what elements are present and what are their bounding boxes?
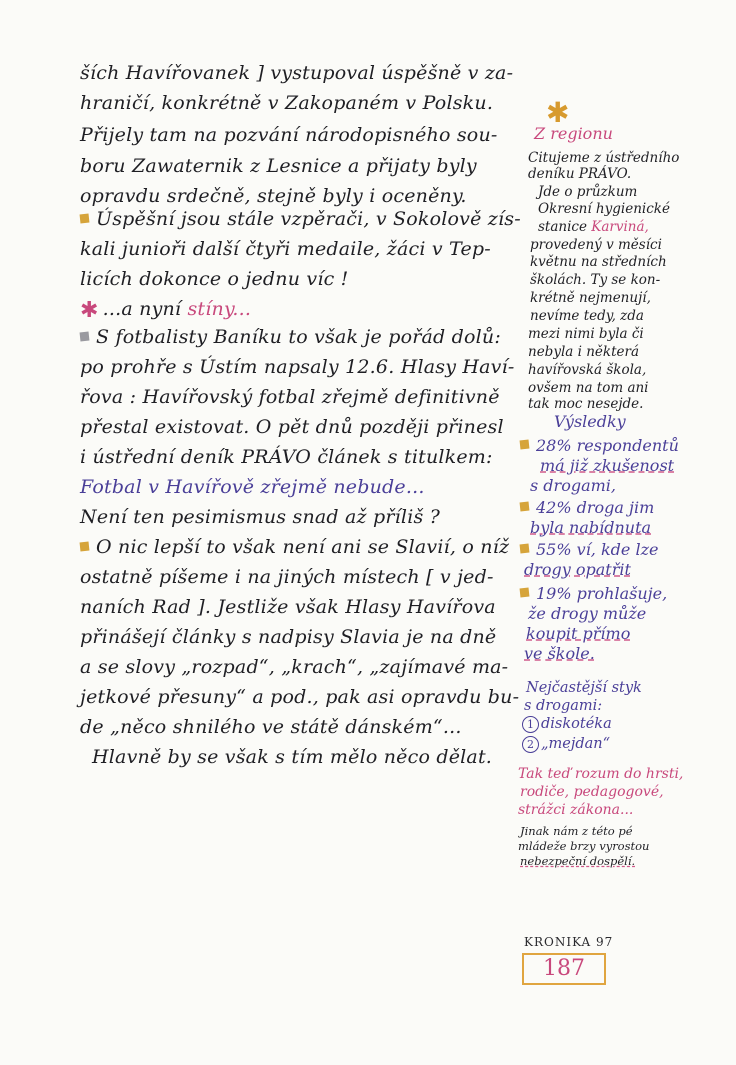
main-line: Hlavně by se však s tím mělo něco dělat. [92,746,493,768]
main-line: Přijely tam na pozvání národopisného sou- [80,124,498,146]
chronicle-label: KRONIKA 97 [524,935,614,949]
result-line: drogy opatřit [524,560,631,579]
bullet-marker-icon [520,544,530,554]
main-line: naních Rad ]. Jestliže však Hlasy Havířova [80,596,496,618]
results-heading: Výsledky [554,412,626,431]
main-line: a se slovy „rozpad“, „krach“, „zajímavé ma- [80,656,509,678]
side-line: Citujeme z ústředního [528,150,680,166]
main-line: de „něco shnilého ve státě dánském“... [80,716,462,738]
result-line: s drogami, [530,476,616,495]
main-line: přinášejí články s nadpisy Slavia je na dně [80,626,497,648]
result-line: koupit přímo [526,624,631,643]
bullet-marker-icon [520,440,530,450]
contact-item-text: diskotéka [541,716,612,732]
main-line: jetkové přesuny“ a pod., pak asi opravdu bu- [80,686,520,708]
side-line-text: stanice [538,219,587,235]
closing-line: Jinak nám z této pé [520,824,633,838]
main-line: ostatně píšeme i na jiných místech [ v jed- [80,566,494,588]
contact-heading: Nejčastější styk [526,680,642,696]
contact-item [522,736,610,753]
bullet-paragraph [80,208,521,230]
result-text: 19% prohlašuje, [536,584,668,603]
result-text: 42% droga jim [536,498,655,517]
main-line: kali junioři další čtyři medaile, žáci v Tep- [80,238,491,260]
main-line: boru Zawaternik z Lesnice a přijaty byly [80,155,477,177]
place-name: Karviná, [591,219,649,235]
closing-line: nebezpeční dospělí. [520,854,636,868]
page-number: 187 [522,953,606,985]
side-line: nevíme tedy, zda [530,308,644,324]
appeal-line: rodiče, pedagogové, [520,784,664,800]
side-heading: Z regionu [534,124,613,143]
section-heading-word: stíny... [187,298,252,320]
result-text: 28% respondentů [536,436,679,455]
side-line [538,219,649,235]
appeal-line: strážci zákona... [518,802,634,818]
section-heading-shadows [80,298,251,323]
contact-item-text: „mejdan“ [541,736,611,752]
result-line: byla nabídnuta [530,518,652,537]
headline-quote: Fotbal v Havířově zřejmě nebude... [80,476,425,498]
main-line: řova : Havířovský fotbal zřejmě definitivně [80,386,500,408]
main-line: přestal existovat. O pět dnů později přinesl [80,416,504,438]
bullet-marker-icon [80,332,90,342]
side-line: ovšem na tom ani [528,380,649,396]
main-line: opravdu srdečně, stejně byly i oceněny. [80,185,467,207]
side-line: havířovská škola, [528,362,647,378]
result-line: ve škole. [524,644,595,663]
bullet-paragraph [80,536,509,558]
side-line: tak moc nesejde. [528,396,644,412]
main-line: O nic lepší to však není ani se Slavií, o níž [96,536,510,558]
result-item [520,498,654,517]
side-line: školách. Ty se kon- [530,272,661,288]
side-line: Okresní hygienické [538,201,670,217]
side-line: květnu na středních [530,254,667,270]
side-line: mezi nimi byla či [528,326,644,342]
bullet-marker-icon [80,214,90,224]
bullet-marker-icon [520,502,530,512]
result-line: má již zkušenost [540,456,675,475]
bullet-marker-icon [520,588,530,598]
main-line: Není ten pesimismus snad až příliš ? [80,506,441,528]
asterisk-icon: ✱ [546,96,570,129]
contact-item [522,716,612,733]
bullet-marker-icon [80,542,90,552]
appeal-line: Tak teď rozum do hrsti, [518,766,684,782]
main-line: ších Havířovanek ] vystupoval úspěšně v za- [80,62,514,84]
result-line: že drogy může [528,604,647,623]
section-heading-prefix: ...a nyní [102,298,182,320]
asterisk-icon: ✱ [80,298,99,323]
side-line: Jde o průzkum [538,184,638,200]
side-line: deníku PRÁVO. [528,166,632,182]
side-line: krétně nejmenují, [530,290,651,306]
result-item [520,436,679,455]
side-line: provedený v měsíci [530,237,662,253]
main-line: i ústřední deník PRÁVO článek s titulkem: [80,446,493,468]
number-circle-icon: 2 [522,736,539,753]
bullet-paragraph [80,326,501,348]
main-line: licích dokonce o jednu víc ! [80,268,349,290]
result-item [520,584,667,603]
main-line: po prohře s Ústím napsaly 12.6. Hlasy Haví- [80,356,515,378]
closing-line: mládeže brzy vyrostou [518,839,650,853]
number-circle-icon: 1 [522,716,539,733]
result-text: 55% ví, kde lze [536,540,659,559]
side-line: nebyla i některá [528,344,639,360]
main-line: hraničí, konkrétně v Zakopaném v Polsku. [80,92,494,114]
result-item [520,540,658,559]
main-line: S fotbalisty Baníku to však je pořád dolů: [96,326,501,348]
contact-heading: s drogami: [524,698,603,714]
main-line: Úspěšní jsou stále vzpěrači, v Sokolově zís- [96,208,521,230]
